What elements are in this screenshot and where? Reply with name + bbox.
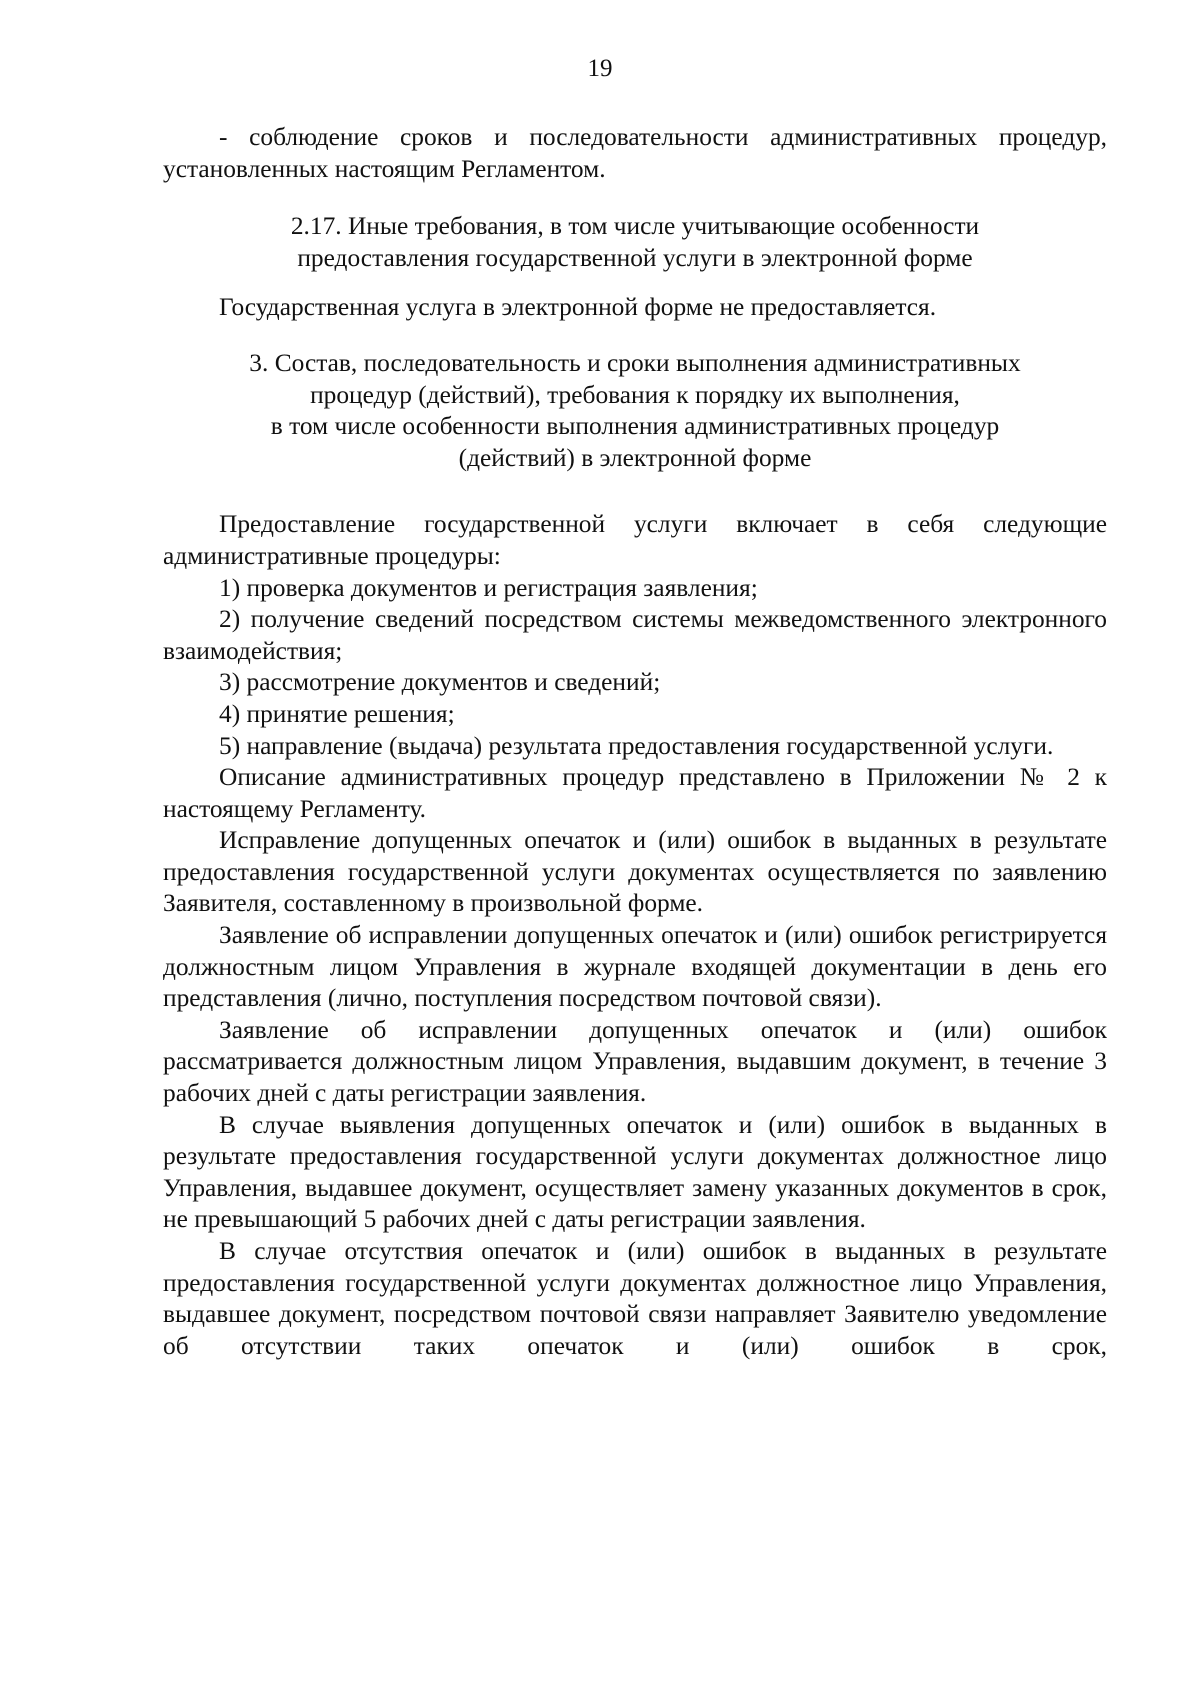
paragraph-corrections: Исправление допущенных опечаток и (или) ошибок в выданных в результате предоставления государственной услуги документах осуществляется по заявлению Заявителя, составленному в произвольной форме.: [163, 826, 1107, 918]
paragraph-no-errors: В случае отсутствия опечаток и (или) ошибок в выданных в результате предоставления государственной услуги документах должностное лицо Управления, выдавшее документ, посредством почтовой связи направляет Заявителю уведомление об отсутствии таких опечаток и (или) ошибок в срок,: [163, 1237, 1107, 1360]
heading-line: в том числе особенности выполнения административных процедур: [270, 412, 1000, 441]
list-item: 1) проверка документов и регистрация заявления;: [219, 573, 758, 602]
section-heading-2-17: [163, 211, 1107, 274]
heading-line: 2.17. Иные требования, в том числе учитывающие особенности: [290, 212, 980, 241]
paragraph-registration: Заявление об исправлении допущенных опечаток и (или) ошибок регистрируется должностным лицом Управления в журнале входящей документации в день его представления (лично, поступления посредством почтовой связи).: [163, 921, 1107, 1013]
paragraph-electronic-form: Государственная услуга в электронной форме не предоставляется.: [219, 293, 937, 322]
document-body: [163, 122, 1107, 1362]
paragraph-replacement: В случае выявления допущенных опечаток и (или) ошибок в выданных в результате предоставления государственной услуги документах должностное лицо Управления, выдавшее документ, осуществляет замену указанных документов в срок, не превышающий 5 рабочих дней с даты регистрации заявления.: [163, 1110, 1107, 1234]
paragraph-procedures-intro: Предоставление государственной услуги включает в себя следующие административные процедуры:: [163, 510, 1107, 570]
heading-line: (действий) в электронной форме: [458, 443, 812, 472]
page-number: 19: [587, 55, 613, 82]
paragraph-review: Заявление об исправлении допущенных опечаток и (или) ошибок рассматривается должностным лицом Управления, выдавшим документ, в течение 3 рабочих дней с даты регистрации заявления.: [163, 1015, 1107, 1108]
list-item: 3) рассмотрение документов и сведений;: [219, 668, 661, 697]
list-item: 5) направление (выдача) результата предоставления государственной услуги.: [219, 731, 1054, 760]
section-heading-3: [163, 348, 1107, 474]
heading-line: 3. Состав, последовательность и сроки выполнения административных: [249, 348, 1021, 377]
list-item: 4) принятие решения;: [219, 699, 455, 728]
heading-line: предоставления государственной услуги в электронной форме: [297, 243, 973, 272]
list-item: 2) получение сведений посредством системы межведомственного электронного взаимодействия;: [163, 605, 1107, 665]
paragraph-appendix-reference: Описание административных процедур представлено в Приложении № 2 к настоящему Регламенту.: [163, 763, 1107, 823]
heading-line: процедур (действий), требования к порядку их выполнения,: [310, 380, 960, 409]
paragraph-compliance: - соблюдение сроков и последовательности административных процедур, установленных настоящим Регламентом.: [163, 123, 1107, 183]
